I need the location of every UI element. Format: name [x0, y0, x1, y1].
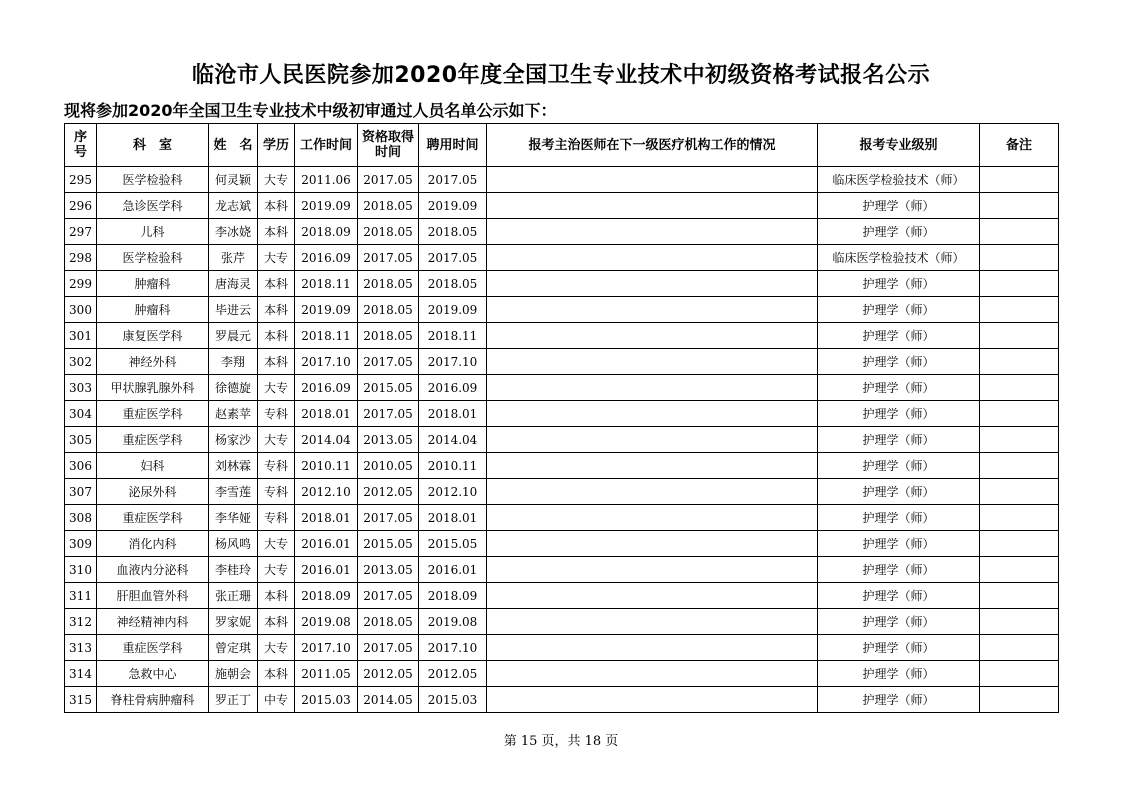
table-row: [65, 401, 1059, 427]
cell-qualification-date: 2014.05: [358, 687, 419, 713]
page-title: 临沧市人民医院参加2020年度全国卫生专业技术中初级资格考试报名公示: [191, 63, 931, 88]
cell-exam-level: 护理学（师）: [818, 323, 980, 349]
table-row: [65, 453, 1059, 479]
cell-remarks: [980, 167, 1059, 193]
cell-name: 李华娅: [209, 505, 258, 531]
cell-work-start: 2018.01: [295, 505, 358, 531]
table-row: [65, 635, 1059, 661]
cell-department: 泌尿外科: [97, 479, 209, 505]
cell-work-start: 2018.09: [295, 583, 358, 609]
cell-employment-date: 2018.01: [419, 505, 487, 531]
cell-remarks: [980, 349, 1059, 375]
cell-index: 314: [65, 661, 97, 687]
header-remarks: 备注: [980, 124, 1059, 167]
cell-lower-institution-work: [487, 479, 818, 505]
cell-lower-institution-work: [487, 557, 818, 583]
cell-remarks: [980, 271, 1059, 297]
header-exam-level: 报考专业级别: [818, 124, 980, 167]
cell-education: 大专: [258, 531, 295, 557]
cell-lower-institution-work: [487, 297, 818, 323]
cell-lower-institution-work: [487, 609, 818, 635]
cell-index: 310: [65, 557, 97, 583]
cell-work-start: 2018.11: [295, 323, 358, 349]
cell-department: 医学检验科: [97, 167, 209, 193]
cell-work-start: 2016.09: [295, 245, 358, 271]
cell-lower-institution-work: [487, 531, 818, 557]
cell-work-start: 2011.05: [295, 661, 358, 687]
cell-exam-level: 护理学（师）: [818, 531, 980, 557]
cell-employment-date: 2018.09: [419, 583, 487, 609]
cell-lower-institution-work: [487, 635, 818, 661]
cell-remarks: [980, 609, 1059, 635]
table-row: [65, 557, 1059, 583]
page-number: 第 15 页，共 18 页: [503, 734, 619, 749]
cell-qualification-date: 2017.05: [358, 349, 419, 375]
cell-lower-institution-work: [487, 401, 818, 427]
cell-qualification-date: 2015.05: [358, 531, 419, 557]
cell-education: 中专: [258, 687, 295, 713]
table-row: [65, 479, 1059, 505]
cell-department: 妇科: [97, 453, 209, 479]
cell-education: 专科: [258, 479, 295, 505]
cell-index: 302: [65, 349, 97, 375]
cell-education: 本科: [258, 323, 295, 349]
cell-index: 312: [65, 609, 97, 635]
cell-exam-level: 护理学（师）: [818, 193, 980, 219]
cell-remarks: [980, 661, 1059, 687]
cell-education: 专科: [258, 505, 295, 531]
cell-department: 重症医学科: [97, 505, 209, 531]
cell-lower-institution-work: [487, 453, 818, 479]
cell-work-start: 2018.01: [295, 401, 358, 427]
cell-remarks: [980, 245, 1059, 271]
cell-education: 专科: [258, 401, 295, 427]
cell-education: 大专: [258, 167, 295, 193]
cell-work-start: 2016.01: [295, 557, 358, 583]
cell-lower-institution-work: [487, 193, 818, 219]
cell-qualification-date: 2017.05: [358, 583, 419, 609]
cell-exam-level: 护理学（师）: [818, 635, 980, 661]
applicant-table: [64, 123, 1059, 713]
cell-qualification-date: 2017.05: [358, 245, 419, 271]
cell-work-start: 2017.10: [295, 349, 358, 375]
cell-name: 张芹: [209, 245, 258, 271]
cell-qualification-date: 2017.05: [358, 167, 419, 193]
table-row: [65, 167, 1059, 193]
table-row: [65, 687, 1059, 713]
cell-qualification-date: 2015.05: [358, 375, 419, 401]
table-row: [65, 271, 1059, 297]
cell-exam-level: 护理学（师）: [818, 349, 980, 375]
cell-index: 313: [65, 635, 97, 661]
cell-qualification-date: 2018.05: [358, 323, 419, 349]
cell-exam-level: 护理学（师）: [818, 479, 980, 505]
cell-lower-institution-work: [487, 219, 818, 245]
cell-department: 重症医学科: [97, 635, 209, 661]
table-row: [65, 583, 1059, 609]
cell-employment-date: 2012.10: [419, 479, 487, 505]
cell-name: 施朝会: [209, 661, 258, 687]
cell-index: 305: [65, 427, 97, 453]
page-subtitle: 现将参加2020年全国卫生专业技术中级初审通过人员名单公示如下：: [64, 101, 557, 120]
cell-qualification-date: 2017.05: [358, 505, 419, 531]
cell-education: 本科: [258, 271, 295, 297]
cell-index: 304: [65, 401, 97, 427]
cell-remarks: [980, 505, 1059, 531]
cell-department: 神经精神内科: [97, 609, 209, 635]
cell-lower-institution-work: [487, 687, 818, 713]
cell-education: 专科: [258, 453, 295, 479]
cell-education: 大专: [258, 245, 295, 271]
cell-name: 杨家沙: [209, 427, 258, 453]
cell-remarks: [980, 193, 1059, 219]
cell-work-start: 2018.09: [295, 219, 358, 245]
cell-remarks: [980, 479, 1059, 505]
cell-remarks: [980, 323, 1059, 349]
cell-education: 大专: [258, 375, 295, 401]
header-lower-institution-work: 报考主治医师在下一级医疗机构工作的情况: [487, 124, 818, 167]
cell-department: 肿瘤科: [97, 271, 209, 297]
table-row: [65, 245, 1059, 271]
cell-name: 李桂玲: [209, 557, 258, 583]
cell-lower-institution-work: [487, 505, 818, 531]
cell-qualification-date: 2012.05: [358, 661, 419, 687]
cell-department: 重症医学科: [97, 401, 209, 427]
cell-index: 315: [65, 687, 97, 713]
cell-exam-level: 护理学（师）: [818, 219, 980, 245]
table-row: [65, 297, 1059, 323]
cell-education: 大专: [258, 635, 295, 661]
cell-lower-institution-work: [487, 583, 818, 609]
cell-lower-institution-work: [487, 349, 818, 375]
cell-index: 296: [65, 193, 97, 219]
table-row: [65, 609, 1059, 635]
cell-department: 肿瘤科: [97, 297, 209, 323]
header-department: 科 室: [97, 124, 209, 167]
table-row: [65, 349, 1059, 375]
cell-index: 295: [65, 167, 97, 193]
cell-index: 311: [65, 583, 97, 609]
cell-qualification-date: 2013.05: [358, 427, 419, 453]
cell-exam-level: 临床医学检验技术（师）: [818, 245, 980, 271]
header-work-start: 工作时间: [295, 124, 358, 167]
cell-exam-level: 护理学（师）: [818, 271, 980, 297]
cell-work-start: 2019.09: [295, 297, 358, 323]
table-row: [65, 505, 1059, 531]
cell-name: 赵素苹: [209, 401, 258, 427]
cell-department: 急救中心: [97, 661, 209, 687]
cell-name: 杨风鸣: [209, 531, 258, 557]
cell-lower-institution-work: [487, 167, 818, 193]
cell-name: 张正珊: [209, 583, 258, 609]
cell-remarks: [980, 635, 1059, 661]
cell-name: 曾定琪: [209, 635, 258, 661]
cell-name: 李冰娆: [209, 219, 258, 245]
cell-remarks: [980, 557, 1059, 583]
cell-lower-institution-work: [487, 661, 818, 687]
table-header-row: [65, 124, 1059, 167]
cell-work-start: 2012.10: [295, 479, 358, 505]
cell-exam-level: 护理学（师）: [818, 453, 980, 479]
cell-employment-date: 2018.05: [419, 219, 487, 245]
cell-remarks: [980, 531, 1059, 557]
cell-department: 脊柱骨病肿瘤科: [97, 687, 209, 713]
table-row: [65, 531, 1059, 557]
cell-employment-date: 2018.05: [419, 271, 487, 297]
cell-qualification-date: 2018.05: [358, 297, 419, 323]
cell-department: 急诊医学科: [97, 193, 209, 219]
cell-name: 毕进云: [209, 297, 258, 323]
header-qualification-date: 资格取得时间: [358, 124, 419, 167]
cell-education: 本科: [258, 297, 295, 323]
cell-employment-date: 2018.11: [419, 323, 487, 349]
cell-name: 李雪莲: [209, 479, 258, 505]
cell-name: 何灵颖: [209, 167, 258, 193]
cell-employment-date: 2017.10: [419, 349, 487, 375]
cell-department: 血液内分泌科: [97, 557, 209, 583]
cell-index: 298: [65, 245, 97, 271]
cell-education: 大专: [258, 427, 295, 453]
table-row: [65, 193, 1059, 219]
cell-remarks: [980, 583, 1059, 609]
cell-exam-level: 护理学（师）: [818, 401, 980, 427]
cell-department: 康复医学科: [97, 323, 209, 349]
cell-education: 本科: [258, 193, 295, 219]
cell-index: 297: [65, 219, 97, 245]
cell-lower-institution-work: [487, 375, 818, 401]
cell-exam-level: 护理学（师）: [818, 297, 980, 323]
table-row: [65, 219, 1059, 245]
cell-employment-date: 2017.05: [419, 167, 487, 193]
header-index: 序号: [65, 124, 97, 167]
cell-index: 300: [65, 297, 97, 323]
cell-work-start: 2017.10: [295, 635, 358, 661]
cell-employment-date: 2019.09: [419, 297, 487, 323]
cell-qualification-date: 2013.05: [358, 557, 419, 583]
cell-remarks: [980, 297, 1059, 323]
cell-department: 儿科: [97, 219, 209, 245]
cell-education: 大专: [258, 557, 295, 583]
cell-index: 308: [65, 505, 97, 531]
cell-education: 本科: [258, 609, 295, 635]
cell-remarks: [980, 453, 1059, 479]
table-row: [65, 323, 1059, 349]
cell-department: 重症医学科: [97, 427, 209, 453]
cell-work-start: 2011.06: [295, 167, 358, 193]
cell-name: 唐海灵: [209, 271, 258, 297]
header-employment-date: 聘用时间: [419, 124, 487, 167]
cell-work-start: 2015.03: [295, 687, 358, 713]
cell-exam-level: 护理学（师）: [818, 375, 980, 401]
cell-remarks: [980, 219, 1059, 245]
cell-index: 306: [65, 453, 97, 479]
cell-remarks: [980, 427, 1059, 453]
cell-qualification-date: 2018.05: [358, 193, 419, 219]
table-row: [65, 427, 1059, 453]
cell-employment-date: 2015.03: [419, 687, 487, 713]
header-education: 学历: [258, 124, 295, 167]
cell-name: 罗正丁: [209, 687, 258, 713]
cell-employment-date: 2016.09: [419, 375, 487, 401]
cell-qualification-date: 2017.05: [358, 635, 419, 661]
cell-work-start: 2014.04: [295, 427, 358, 453]
cell-index: 299: [65, 271, 97, 297]
cell-work-start: 2016.09: [295, 375, 358, 401]
cell-exam-level: 护理学（师）: [818, 609, 980, 635]
cell-lower-institution-work: [487, 323, 818, 349]
cell-department: 医学检验科: [97, 245, 209, 271]
cell-name: 徐德旋: [209, 375, 258, 401]
cell-index: 309: [65, 531, 97, 557]
cell-education: 本科: [258, 219, 295, 245]
cell-exam-level: 护理学（师）: [818, 661, 980, 687]
cell-employment-date: 2018.01: [419, 401, 487, 427]
cell-name: 罗晨元: [209, 323, 258, 349]
cell-exam-level: 护理学（师）: [818, 687, 980, 713]
cell-qualification-date: 2012.05: [358, 479, 419, 505]
cell-lower-institution-work: [487, 271, 818, 297]
cell-name: 龙志斌: [209, 193, 258, 219]
table-row: [65, 661, 1059, 687]
cell-exam-level: 护理学（师）: [818, 583, 980, 609]
cell-qualification-date: 2010.05: [358, 453, 419, 479]
cell-department: 甲状腺乳腺外科: [97, 375, 209, 401]
cell-education: 本科: [258, 661, 295, 687]
cell-work-start: 2010.11: [295, 453, 358, 479]
cell-lower-institution-work: [487, 427, 818, 453]
cell-lower-institution-work: [487, 245, 818, 271]
cell-qualification-date: 2018.05: [358, 271, 419, 297]
cell-employment-date: 2017.10: [419, 635, 487, 661]
cell-department: 消化内科: [97, 531, 209, 557]
cell-employment-date: 2019.09: [419, 193, 487, 219]
cell-employment-date: 2010.11: [419, 453, 487, 479]
cell-exam-level: 护理学（师）: [818, 505, 980, 531]
cell-employment-date: 2016.01: [419, 557, 487, 583]
cell-education: 本科: [258, 583, 295, 609]
header-name: 姓 名: [209, 124, 258, 167]
cell-name: 李翔: [209, 349, 258, 375]
cell-employment-date: 2014.04: [419, 427, 487, 453]
cell-name: 罗家妮: [209, 609, 258, 635]
cell-index: 301: [65, 323, 97, 349]
table-row: [65, 375, 1059, 401]
cell-work-start: 2018.11: [295, 271, 358, 297]
cell-qualification-date: 2018.05: [358, 609, 419, 635]
cell-remarks: [980, 401, 1059, 427]
cell-work-start: 2019.08: [295, 609, 358, 635]
cell-qualification-date: 2017.05: [358, 401, 419, 427]
cell-work-start: 2016.01: [295, 531, 358, 557]
cell-education: 本科: [258, 349, 295, 375]
cell-remarks: [980, 375, 1059, 401]
cell-exam-level: 临床医学检验技术（师）: [818, 167, 980, 193]
cell-department: 肝胆血管外科: [97, 583, 209, 609]
cell-department: 神经外科: [97, 349, 209, 375]
cell-employment-date: 2015.05: [419, 531, 487, 557]
cell-index: 307: [65, 479, 97, 505]
cell-qualification-date: 2018.05: [358, 219, 419, 245]
cell-work-start: 2019.09: [295, 193, 358, 219]
cell-employment-date: 2017.05: [419, 245, 487, 271]
cell-index: 303: [65, 375, 97, 401]
cell-exam-level: 护理学（师）: [818, 557, 980, 583]
cell-exam-level: 护理学（师）: [818, 427, 980, 453]
cell-remarks: [980, 687, 1059, 713]
cell-employment-date: 2019.08: [419, 609, 487, 635]
cell-employment-date: 2012.05: [419, 661, 487, 687]
cell-name: 刘林霖: [209, 453, 258, 479]
